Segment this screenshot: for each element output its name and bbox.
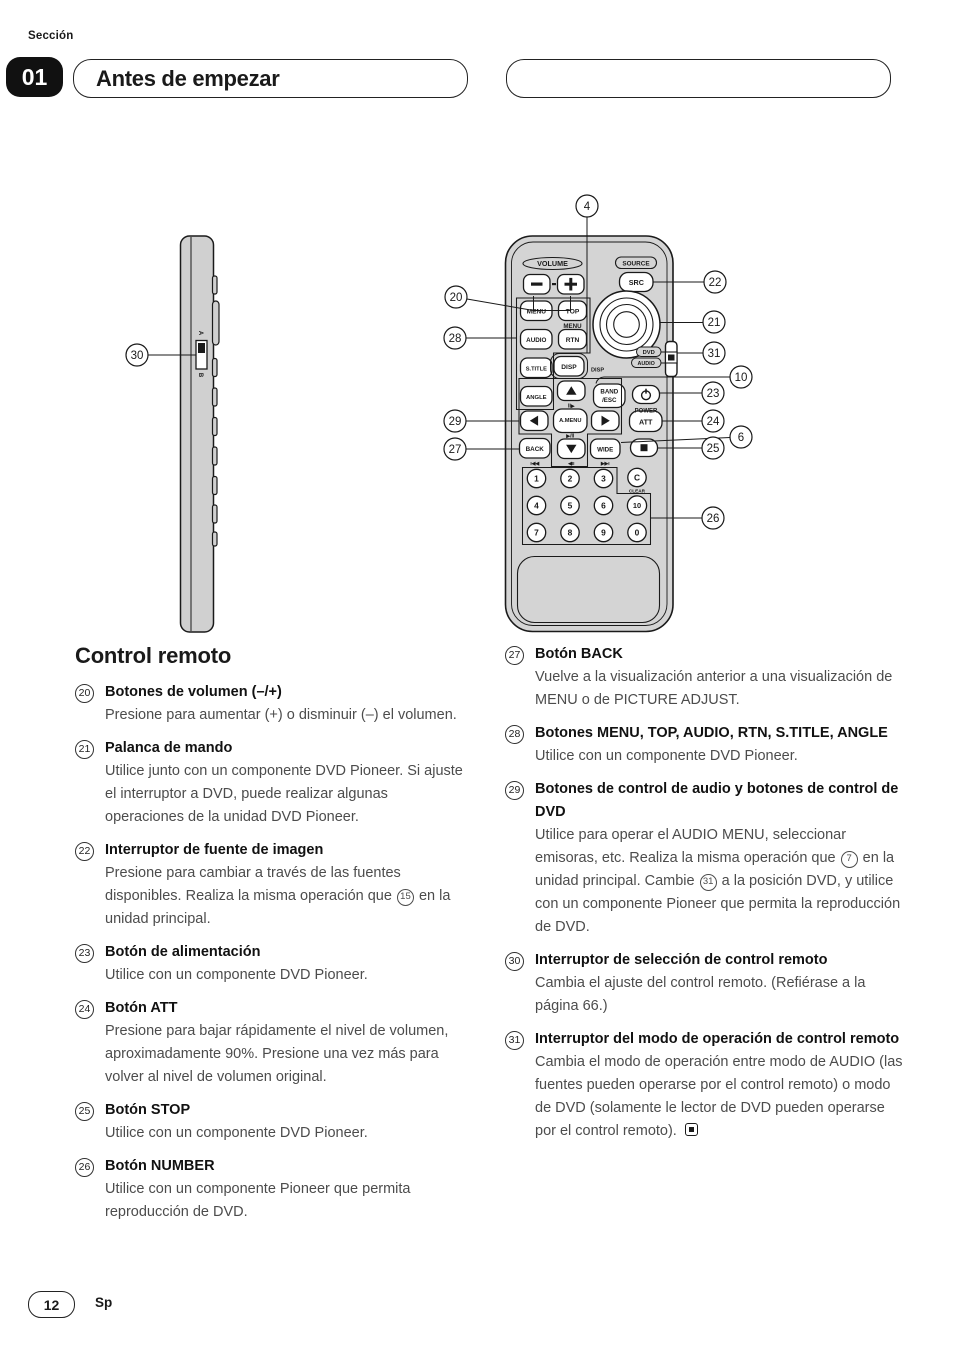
operation-mode-switch — [666, 342, 678, 377]
item-number: 27 — [505, 646, 524, 665]
stop-icon — [641, 444, 648, 451]
volume-label: VOLUME — [537, 259, 568, 268]
item-body: Utilice con un componente DVD Pioneer. — [105, 1125, 368, 1141]
item-title: Interruptor de selección de control remoto — [535, 952, 828, 968]
list-item — [505, 778, 907, 939]
left-column — [75, 681, 469, 1234]
svg-text:6: 6 — [601, 500, 606, 511]
item-body: Presione para aumentar (+) o disminuir (–) el volumen. — [105, 707, 457, 723]
list-item — [75, 941, 469, 987]
remote-front-view — [506, 236, 678, 632]
switch-a-label: A — [197, 330, 203, 336]
svg-text:10: 10 — [632, 501, 642, 511]
svg-text:S.TITLE: S.TITLE — [525, 366, 547, 373]
band-esc-button — [594, 384, 626, 408]
svg-text:2: 2 — [567, 473, 573, 484]
header-empty-box — [506, 59, 891, 98]
svg-text:BAND: BAND — [600, 388, 619, 396]
svg-text:7: 7 — [534, 527, 539, 538]
svg-text:TOP: TOP — [565, 308, 580, 316]
list-item — [505, 643, 907, 712]
svg-text:27: 27 — [448, 444, 462, 456]
dvd-label: DVD — [642, 350, 655, 357]
svg-text:10: 10 — [734, 372, 748, 384]
svg-text:AUDIO: AUDIO — [526, 337, 547, 345]
item-number: 31 — [505, 1031, 524, 1050]
item-title: Botones de volumen (–/+) — [105, 684, 282, 700]
svg-text:/ESC: /ESC — [602, 396, 617, 404]
item-title: Botones MENU, TOP, AUDIO, RTN, S.TITLE, ANGLE — [535, 725, 888, 741]
svg-text:▶/II: ▶/II — [566, 433, 575, 440]
item-body: Utilice con un componente DVD Pioneer. — [105, 967, 368, 983]
item-number: 24 — [75, 1000, 94, 1019]
page-number: 12 — [28, 1291, 75, 1318]
list-item — [75, 681, 469, 727]
svg-text:9: 9 — [601, 527, 606, 538]
item-number: 29 — [505, 781, 524, 800]
svg-text:POWER: POWER — [634, 408, 658, 415]
list-item — [75, 997, 469, 1089]
svg-text:31: 31 — [707, 348, 721, 360]
svg-text:25: 25 — [706, 443, 720, 455]
minus-icon — [531, 283, 543, 286]
item-number: 22 — [75, 842, 94, 861]
item-title: Botones de control de audio y botones de control de DVD — [535, 781, 899, 820]
item-title: Interruptor del modo de operación de control remoto — [535, 1031, 900, 1047]
svg-text:4: 4 — [534, 500, 539, 511]
svg-text:30: 30 — [130, 350, 144, 362]
item-body: Presione para bajar rápidamente el nivel de volumen, aproximadamente 90%. Presione una vez más para volver al nivel de volumen original. — [105, 1023, 449, 1085]
remote-side-view — [181, 236, 220, 632]
svg-text:II▶: II▶ — [567, 403, 575, 410]
svg-text:4: 4 — [583, 201, 591, 213]
item-title: Botón BACK — [535, 646, 623, 662]
svg-text:ATT: ATT — [638, 417, 653, 427]
switch-b-label: B — [197, 372, 203, 378]
svg-text:21: 21 — [707, 317, 721, 329]
item-body: Utilice para operar el AUDIO MENU, seleccionar emisoras, etc. Realiza la misma operación que 7 en la unidad principal. Cambie 31 a la posición DVD, y utilice con un componente Pioneer que permita la reproducción de DVD. — [535, 827, 901, 935]
item-title: Interruptor de fuente de imagen — [105, 842, 324, 858]
circled-ref-number: 31 — [700, 874, 717, 891]
svg-text:BACK: BACK — [525, 446, 544, 454]
svg-text:I◀◀: I◀◀ — [530, 461, 540, 467]
svg-text:29: 29 — [448, 416, 462, 428]
svg-text:DISP: DISP — [561, 364, 577, 372]
right-column — [505, 643, 907, 1153]
item-title: Botón ATT — [105, 1000, 178, 1016]
remote-control-diagram — [0, 185, 954, 650]
power-button — [633, 386, 660, 404]
svg-text:DISP: DISP — [591, 367, 605, 374]
svg-text:◀II: ◀II — [568, 462, 575, 467]
svg-text:3: 3 — [601, 473, 606, 484]
item-body: Utilice con un componente Pioneer que permita reproducción de DVD. — [105, 1181, 411, 1220]
item-body: Utilice junto con un componente DVD Pioneer. Si ajuste el interruptor a DVD, puede realizar algunas operaciones de la unidad DVD Pioneer. — [105, 763, 463, 825]
list-item — [75, 839, 469, 931]
svg-text:26: 26 — [706, 513, 720, 525]
list-item — [75, 1155, 469, 1224]
section-end-icon — [685, 1123, 698, 1136]
src-label: SRC — [628, 278, 644, 287]
list-item — [505, 949, 907, 1018]
item-body: Utilice con un componente DVD Pioneer. — [535, 748, 798, 764]
svg-text:RTN: RTN — [565, 337, 580, 345]
svg-text:23: 23 — [706, 388, 720, 400]
item-body: Cambia el ajuste del control remoto. (Refiérase a la página 66.) — [535, 975, 866, 1014]
svg-text:22: 22 — [708, 277, 722, 289]
svg-text:20: 20 — [449, 292, 463, 304]
svg-text:0: 0 — [634, 527, 640, 538]
section-number-badge: 01 — [6, 57, 63, 97]
svg-text:6: 6 — [737, 432, 745, 444]
svg-text:C: C — [633, 472, 641, 483]
item-title: Botón de alimentación — [105, 944, 261, 960]
svg-text:5: 5 — [567, 500, 573, 511]
list-item — [75, 1099, 469, 1145]
circled-ref-number: 15 — [397, 889, 414, 906]
svg-text:24: 24 — [706, 416, 720, 428]
item-title: Botón NUMBER — [105, 1158, 215, 1174]
item-body: Vuelve a la visualización anterior a una visualización de MENU o de PICTURE ADJUST. — [535, 669, 893, 708]
item-number: 30 — [505, 952, 524, 971]
chapter-title: Antes de empezar — [96, 65, 280, 91]
item-number: 28 — [505, 725, 524, 744]
item-title: Botón STOP — [105, 1102, 191, 1118]
page-title: Control remoto — [75, 643, 232, 668]
svg-text:28: 28 — [448, 333, 462, 345]
audio-mode-label: AUDIO — [637, 361, 655, 368]
item-title: Palanca de mando — [105, 740, 233, 756]
svg-text:1: 1 — [534, 473, 539, 484]
svg-text:▶▶I: ▶▶I — [600, 461, 610, 467]
chapter-title-box — [73, 59, 468, 98]
list-item — [505, 722, 907, 768]
svg-text:8: 8 — [567, 527, 573, 538]
page-language: Sp — [95, 1295, 113, 1310]
svg-text:WIDE: WIDE — [597, 446, 614, 454]
item-number: 23 — [75, 944, 94, 963]
svg-text:MENU: MENU — [526, 308, 547, 316]
item-number: 21 — [75, 740, 94, 759]
list-item — [505, 1028, 907, 1143]
item-number: 26 — [75, 1158, 94, 1177]
item-number: 20 — [75, 684, 94, 703]
svg-text:CLEAR: CLEAR — [628, 488, 646, 494]
svg-text:A.MENU: A.MENU — [559, 417, 582, 424]
section-label: Sección — [28, 30, 74, 42]
svg-text:MENU: MENU — [563, 323, 582, 330]
item-number: 25 — [75, 1102, 94, 1121]
list-item — [75, 737, 469, 829]
item-body: Cambia el modo de operación entre modo de AUDIO (las fuentes pueden operarse por el control remoto) o modo de DVD (solamente le lector de DVD pueden operarse por el control remoto). — [535, 1054, 903, 1139]
source-label: SOURCE — [622, 260, 650, 268]
circled-ref-number: 7 — [841, 851, 858, 868]
svg-text:ANGLE: ANGLE — [525, 395, 547, 402]
item-body: Presione para cambiar a través de las fuentes disponibles. Realiza la misma operación que 15 en la unidad principal. — [105, 865, 451, 927]
